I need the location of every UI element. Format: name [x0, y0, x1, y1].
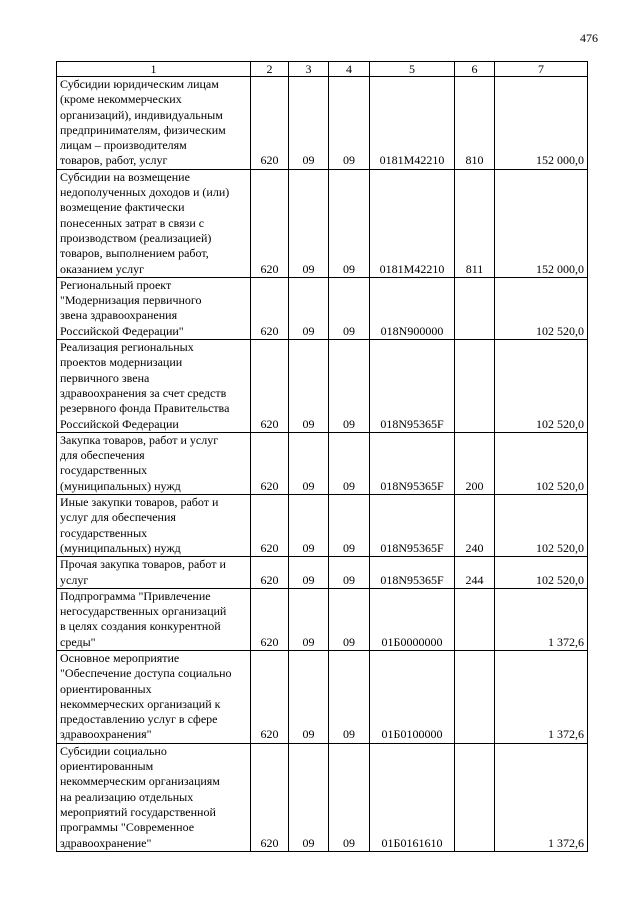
row-amount: 102 520,0 — [495, 277, 588, 339]
row-target-article-code: 0181M42210 — [370, 169, 455, 277]
page-number: 476 — [580, 31, 598, 45]
row-subsection-code: 09 — [329, 743, 370, 851]
row-expense-type-code: 240 — [455, 495, 495, 557]
header-col-2: 2 — [251, 62, 289, 77]
row-name-cell: Региональный проект "Модернизация первичного звена здравоохранения Российской Федерации" — [57, 277, 251, 339]
row-target-article-code: 018N95365F — [370, 432, 455, 494]
row-section-code: 09 — [289, 432, 329, 494]
row-name-cell: Прочая закупка товаров, работ и услуг — [57, 557, 251, 589]
row-name-cell: Субсидии юридическим лицам (кроме некоммерческих организаций), индивидуальным предпринимателям, физическим лицам – производителям товаров, работ, услуг — [57, 77, 251, 170]
row-subsection-code: 09 — [329, 432, 370, 494]
row-section-code: 09 — [289, 495, 329, 557]
table-row — [57, 277, 588, 339]
row-department-code: 620 — [251, 650, 289, 743]
row-amount: 1 372,6 — [495, 743, 588, 851]
row-subsection-code: 09 — [329, 588, 370, 650]
row-amount: 102 520,0 — [495, 495, 588, 557]
header-col-4: 4 — [329, 62, 370, 77]
row-department-code: 620 — [251, 432, 289, 494]
row-section-code: 09 — [289, 340, 329, 433]
row-section-code: 09 — [289, 169, 329, 277]
row-subsection-code: 09 — [329, 650, 370, 743]
row-expense-type-code — [455, 743, 495, 851]
table-row — [57, 495, 588, 557]
row-section-code: 09 — [289, 588, 329, 650]
row-amount: 102 520,0 — [495, 340, 588, 433]
row-name-cell: Основное мероприятие "Обеспечение доступа социально ориентированных некоммерческих организаций к предоставлению услуг в сфере здравоохранения" — [57, 650, 251, 743]
table-row — [57, 743, 588, 851]
row-department-code: 620 — [251, 588, 289, 650]
row-name-cell: Реализация региональных проектов модернизации первичного звена здравоохранения за счет средств резервного фонда Правительства Российской Федерации — [57, 340, 251, 433]
table-row — [57, 169, 588, 277]
row-target-article-code: 01Б0161610 — [370, 743, 455, 851]
row-target-article-code: 01Б0100000 — [370, 650, 455, 743]
row-amount: 152 000,0 — [495, 169, 588, 277]
row-department-code: 620 — [251, 557, 289, 589]
row-expense-type-code: 811 — [455, 169, 495, 277]
header-col-7: 7 — [495, 62, 588, 77]
row-amount: 1 372,6 — [495, 588, 588, 650]
row-department-code: 620 — [251, 743, 289, 851]
row-name-cell: Закупка товаров, работ и услуг для обеспечения государственных (муниципальных) нужд — [57, 432, 251, 494]
row-amount: 102 520,0 — [495, 432, 588, 494]
row-target-article-code: 018N900000 — [370, 277, 455, 339]
row-target-article-code: 018N95365F — [370, 495, 455, 557]
table-row — [57, 340, 588, 433]
row-subsection-code: 09 — [329, 169, 370, 277]
table-row — [57, 77, 588, 170]
row-target-article-code: 01Б0000000 — [370, 588, 455, 650]
row-section-code: 09 — [289, 650, 329, 743]
row-expense-type-code — [455, 588, 495, 650]
row-subsection-code: 09 — [329, 277, 370, 339]
row-section-code: 09 — [289, 557, 329, 589]
header-col-6: 6 — [455, 62, 495, 77]
row-name-cell: Субсидии на возмещение недополученных доходов и (или) возмещение фактически понесенных затрат в связи с производством (реализацией) товаров, выполнением работ, оказанием услуг — [57, 169, 251, 277]
row-subsection-code: 09 — [329, 495, 370, 557]
row-department-code: 620 — [251, 495, 289, 557]
row-target-article-code: 018N95365F — [370, 557, 455, 589]
row-expense-type-code — [455, 650, 495, 743]
row-name-cell: Иные закупки товаров, работ и услуг для обеспечения государственных (муниципальных) нужд — [57, 495, 251, 557]
row-amount: 1 372,6 — [495, 650, 588, 743]
row-expense-type-code — [455, 340, 495, 433]
row-section-code: 09 — [289, 743, 329, 851]
row-target-article-code: 018N95365F — [370, 340, 455, 433]
row-expense-type-code: 244 — [455, 557, 495, 589]
row-department-code: 620 — [251, 340, 289, 433]
header-col-3: 3 — [289, 62, 329, 77]
table-row — [57, 588, 588, 650]
row-expense-type-code: 810 — [455, 77, 495, 170]
row-subsection-code: 09 — [329, 557, 370, 589]
row-subsection-code: 09 — [329, 77, 370, 170]
table-row — [57, 432, 588, 494]
row-department-code: 620 — [251, 277, 289, 339]
header-col-5: 5 — [370, 62, 455, 77]
row-name-cell: Субсидии социально ориентированным некоммерческим организациям на реализацию отдельных мероприятий государственной программы "Современное здравоохранение" — [57, 743, 251, 851]
header-col-1: 1 — [57, 62, 251, 77]
row-amount: 152 000,0 — [495, 77, 588, 170]
row-amount: 102 520,0 — [495, 557, 588, 589]
row-department-code: 620 — [251, 169, 289, 277]
table-row — [57, 557, 588, 589]
row-target-article-code: 0181M42210 — [370, 77, 455, 170]
row-expense-type-code — [455, 277, 495, 339]
row-subsection-code: 09 — [329, 340, 370, 433]
header-row — [57, 62, 588, 77]
table-row — [57, 650, 588, 743]
row-name-cell: Подпрограмма "Привлечение негосударственных организаций в целях создания конкурентной среды" — [57, 588, 251, 650]
row-expense-type-code: 200 — [455, 432, 495, 494]
row-section-code: 09 — [289, 77, 329, 170]
row-department-code: 620 — [251, 77, 289, 170]
row-section-code: 09 — [289, 277, 329, 339]
budget-table — [56, 61, 588, 852]
